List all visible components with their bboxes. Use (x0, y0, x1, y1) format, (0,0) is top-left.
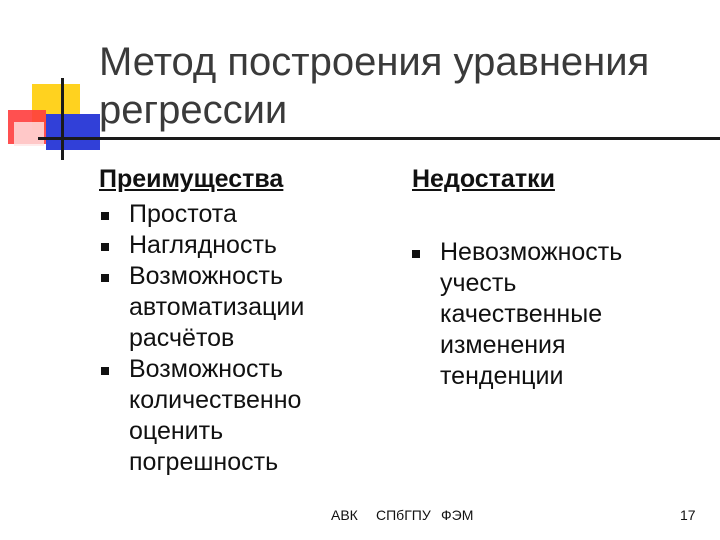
list-item (410, 237, 670, 392)
title-divider-line (38, 137, 720, 140)
decor-blue-square (46, 114, 100, 150)
page-number: 17 (680, 507, 696, 523)
list-item-text: Возможность количественно оценить погрешность (129, 355, 302, 476)
bullet-square-icon (101, 243, 109, 251)
list-item-text: Наглядность (129, 231, 277, 259)
bullet-square-icon (101, 367, 109, 375)
advantages-list (99, 199, 359, 478)
list-item-text: Невозможность учесть качественные изменения тенденции (440, 238, 623, 390)
bullet-square-icon (101, 274, 109, 282)
list-item (99, 261, 359, 354)
list-item-text: Простота (129, 200, 237, 228)
footer-left-text: АВК (331, 507, 358, 523)
bullet-square-icon (412, 250, 420, 258)
slide-title: Метод построения уравнения регрессии (99, 40, 650, 132)
decor-vertical-line (61, 78, 64, 160)
footer-right-text: ФЭМ (441, 507, 474, 523)
advantages-heading: Преимущества (99, 165, 284, 193)
list-item (99, 199, 359, 230)
list-item (99, 354, 359, 478)
list-item (99, 230, 359, 261)
disadvantages-list (410, 237, 670, 392)
footer-center-text: СПбГПУ (376, 507, 431, 523)
bullet-square-icon (101, 212, 109, 220)
disadvantages-heading: Недостатки (412, 165, 555, 193)
decor-light-square (14, 122, 44, 146)
list-item-text: Возможность автоматизации расчётов (129, 262, 305, 352)
